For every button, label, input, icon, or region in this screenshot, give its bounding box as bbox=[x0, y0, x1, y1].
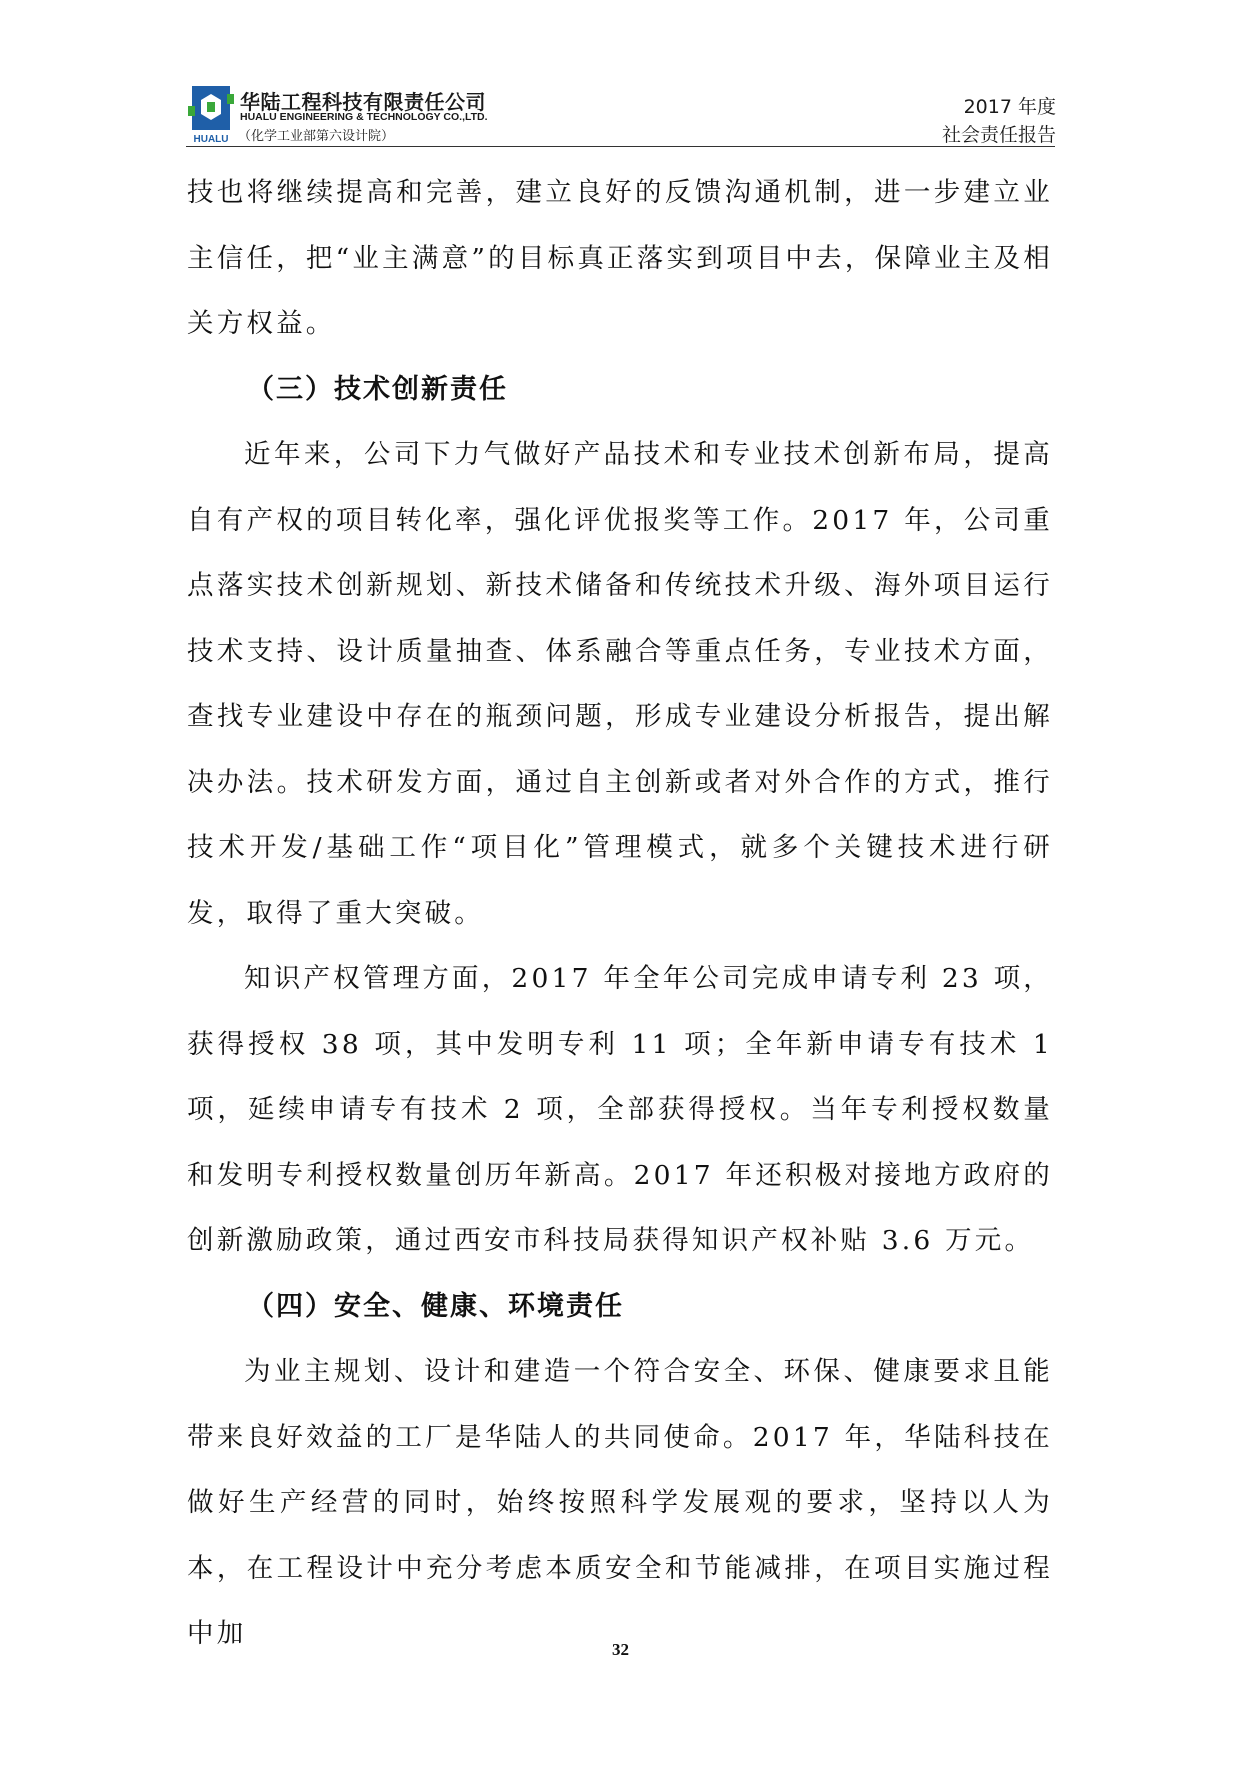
report-title: 社会责任报告 bbox=[941, 124, 1056, 146]
page-number: 32 bbox=[612, 1640, 629, 1659]
report-year: 2017 年度 bbox=[963, 96, 1056, 118]
paragraph-ip-management: 知识产权管理方面，2017 年全年公司完成申请专利 23 项，获得授权 38 项，其中发明专利 11 项；全年新申请专有技术 1 项，延续申请专有技术 2 项，全部获得授权。当年专利授权数量和发明专利授权数量创历年新高。2017 年还积极对接地方政府的创新激励政策，通过西安市科技局获得知识产权补贴 3.6 万元。 bbox=[187, 963, 1053, 1256]
company-subtitle: （化学工业部第六设计院） bbox=[238, 129, 395, 144]
section-heading-hse: （四）安全、健康、环境责任 bbox=[247, 1290, 624, 1322]
paragraph-tech-innovation: 近年来，公司下力气做好产品技术和专业技术创新布局，提高自有产权的项目转化率，强化评优报奖等工作。2017 年，公司重点落实技术创新规划、新技术储备和传统技术升级、海外项目运行技术支持、设计质量抽查、体系融合等重点任务，专业技术方面，查找专业建设中存在的瓶颈问题，形成专业建设分析报告，提出解决办法。技术研发方面，通过自主创新或者对外合作的方式，推行技术开发/基础工作“项目化”管理模式，就多个关键技术进行研发，取得了重大突破。 bbox=[187, 439, 1053, 929]
company-name-cn: 华陆工程科技有限责任公司 bbox=[240, 90, 486, 114]
page-header bbox=[0, 0, 1241, 150]
paragraph-hse: 为业主规划、设计和建造一个符合安全、环保、健康要求且能带来良好效益的工厂是华陆人的共同使命。2017 年，华陆科技在做好生产经营的同时，始终按照科学发展观的要求，坚持以人为本，在工程设计中充分考虑本质安全和节能减排，在项目实施过程中加 bbox=[187, 1356, 1053, 1649]
hualu-logo-icon bbox=[188, 86, 234, 144]
header-divider bbox=[186, 146, 1055, 147]
section-heading-tech-innovation: （三）技术创新责任 bbox=[247, 373, 508, 405]
company-name-en: HUALU ENGINEERING & TECHNOLOGY CO.,LTD. bbox=[240, 111, 488, 123]
page-body bbox=[187, 160, 1053, 1667]
logo-text: HUALU bbox=[193, 134, 229, 144]
paragraph-continued: 技也将继续提高和完善，建立良好的反馈沟通机制，进一步建立业主信任，把“业主满意”的目标真正落实到项目中去，保障业主及相关方权益。 bbox=[187, 177, 1053, 339]
